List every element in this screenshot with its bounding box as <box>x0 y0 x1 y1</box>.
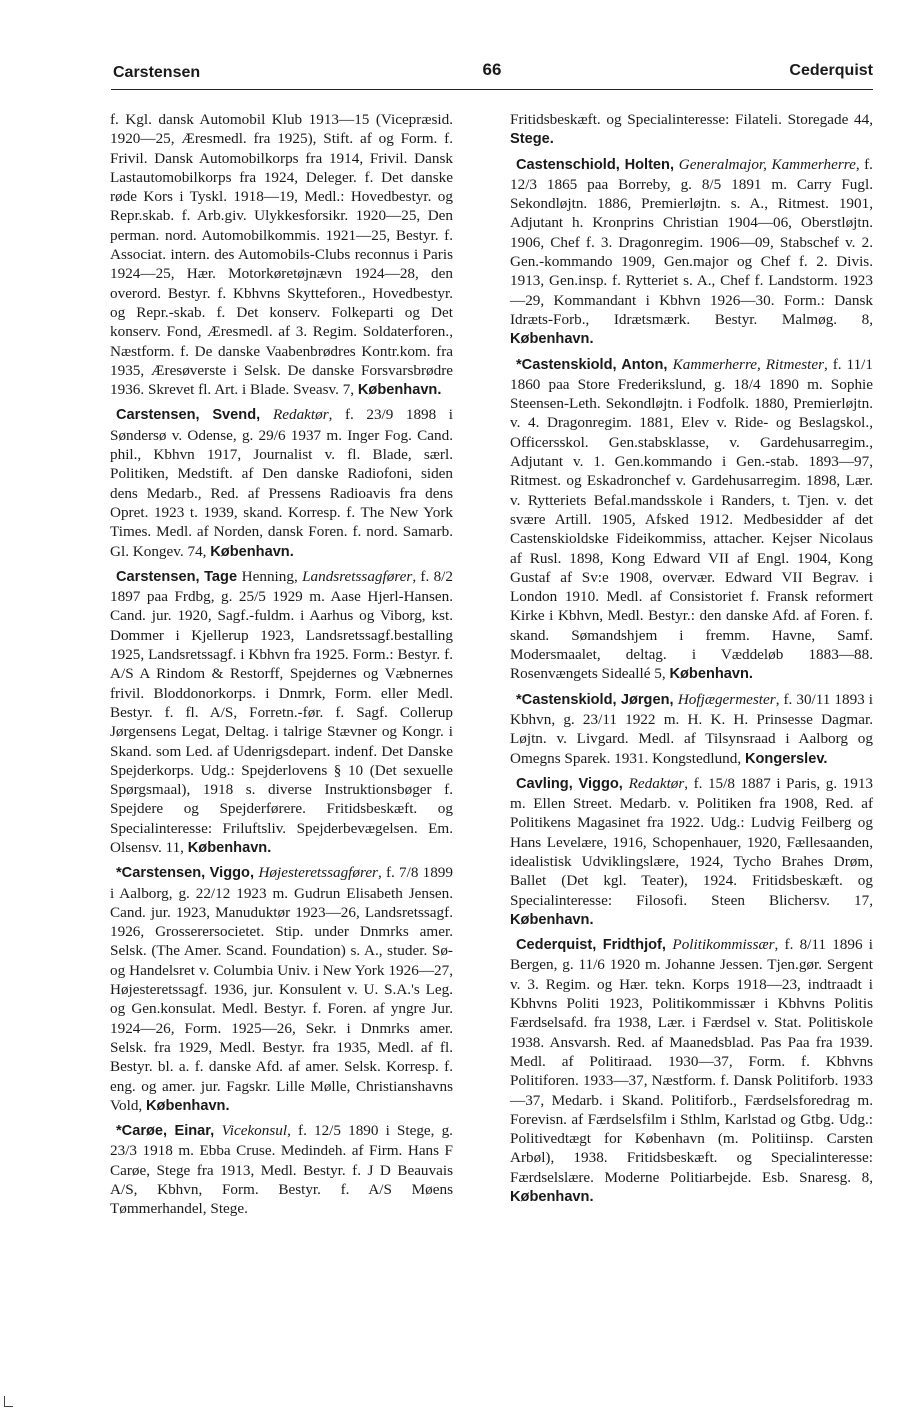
entry-text: , f. 23/9 1898 i Søndersø v. Odense, g. 29/6 1937 m. Inger Fog. Cand. phil., Kbhvn 1917, Journalist v. fl. Blade, særl. Politiken, Medstift. af Den danske Radiofoni, siden dens Medarb., Red. af Pressens Radioavis fra dens Opret. 1923 t. 1939, skand. Korresp. f. The New York Times. Medl. af Norden, dansk Foren. f. nord. Samarb. Gl. Kongev. 74, <box>110 406 453 560</box>
right-column <box>510 110 873 1212</box>
entry-city: Kongerslev. <box>744 750 828 767</box>
biography-entry <box>510 355 873 685</box>
page-number: 66 <box>482 60 502 79</box>
entry-occupation: Hofjægermester <box>677 690 776 708</box>
entry-name: *Carøe, Einar, <box>116 1123 222 1140</box>
entry-name: Cavling, Viggo, <box>516 775 629 792</box>
entry-name: Carstensen, Svend, <box>116 407 273 424</box>
biography-entry <box>510 690 873 769</box>
biography-entry <box>510 935 873 1207</box>
header-first-entry: Carstensen <box>113 64 201 81</box>
entry-occupation: Landsretssagfører <box>302 567 413 585</box>
entry-city: København. <box>669 666 753 683</box>
entry-occupation: Kammerherre, Ritmester <box>672 355 824 373</box>
entry-city: København. <box>210 543 294 560</box>
entry-name: *Castenskiold, Anton, <box>516 356 673 373</box>
entry-continuation <box>510 110 873 150</box>
entry-text: , f. 30/11 1893 i Kbhvn, g. 23/11 1922 m. H. K. H. Prinsesse Dagmar. Løjtn. v. Livgard. Medl. af Tilsynsraad i Aalborg og Omegns Sparek. 1931. Kongstedlund, <box>510 690 873 767</box>
entry-occupation: Politikommissær <box>672 936 775 954</box>
biography-entry <box>110 1121 453 1218</box>
entry-city: København. <box>510 911 594 928</box>
biography-entry <box>510 155 873 350</box>
entry-city: Stege. <box>510 131 554 148</box>
entry-name: Castenschiold, Holten, <box>516 156 679 173</box>
left-column <box>110 110 453 1224</box>
entry-city: København. <box>187 839 272 856</box>
entry-text: , f. 7/8 1899 i Aalborg, g. 22/12 1923 m. Gudrun Elisabeth Jensen. Cand. jur. 1923, Manuduktør 1923—26, Landsretssagf. 1926, Grosserersocietet. Stip. under Dnmrks amer. Selsk. (The Amer. Scand. Foundation) s. A., studer. Sø- og Handelsret v. Columbia Univ. i New York 1926—27, Højesteretssagf. 1936, jur. Konsulent v. U. S.A.'s Leg. og Gen.konsulat. Medl. Bestyr. f. Foren. af yngre Jur. 1924—26, Form. 1925—26, Sekr. i Dnmrks amer. Selsk. fra 1929, Medl. Bestyr. fra 1935, Medl. af fl. Bestyr. bl. a. f. danske Afd. af amer. Selsk. Korresp. f. eng. og amer. jur. Fagskr. Lille Mølle, Christianshavns Vold, <box>110 864 453 1114</box>
entry-text: Henning, <box>241 567 303 585</box>
entry-occupation: Vicekonsul <box>221 1122 288 1140</box>
entry-text: Fritidsbeskæft. og Specialinteresse: Filateli. Storegade 44, <box>510 111 873 128</box>
entry-name: Cederquist, Fridthjof, <box>516 937 673 954</box>
entry-occupation: Redaktør <box>272 406 329 424</box>
scan-corner-mark <box>4 1396 13 1407</box>
biography-entry <box>110 863 453 1116</box>
entry-name: Carstensen, Tage <box>116 568 242 585</box>
entry-text: , f. 15/8 1887 i Paris, g. 1913 m. Ellen Street. Medarb. v. Politiken fra 1908, Red. af Politikens Magasinet fra 1922. Udg.: Ludvig Feilberg og Hans Levelære, 1916, Schopenhauer, 1920, Fællesaanden, idealistisk Udviklingslære, 1924, Tycho Brahes Drøm, Ballet (Det kgl. Teater), 1924. Fritidsbeskæft. og Specialinteresse: Filosofi. Steen Blichersv. 17, <box>510 774 874 909</box>
entry-city: København. <box>510 1189 594 1206</box>
entry-occupation: Generalmajor, Kammerherre <box>678 155 856 173</box>
entry-city: København. <box>357 382 442 399</box>
entry-name: *Carstensen, Viggo, <box>116 865 259 882</box>
header-rule <box>111 89 873 90</box>
entry-text: , f. 8/2 1897 paa Frdbg, g. 25/5 1929 m. Aase Hjerl-Hansen. Cand. jur. 1920, Sagf.-fuldm. i Aarhus og Viborg, kst. Dommer i Kjellerup 1923, Landsretssagf.bestalling 1925, Landsretssagf. i Kbhvn fra 1925. Form.: Bestyr. f. A/S A Rindom & Restorff, Spejdernes og Væbnernes frivil. Bloddonorkorps. i Dnmrk, Form. eller Medl. Bestyr. f. fl. A/S, Forretn.-før. f. Sagf. Collerup Jørgensens Legat, Deltag. i talrige Stævner og Kongr. i Skand. som Led. af Udenrigsdepart. indenf. Det Danske Spejderkorps. Udg.: Spejderlovens § 10 (Det sexuelle Spørgsmaal), 1918 s. diverse Instruktionsbøger f. Spejdere og Spejderførere. Fritidsbeskæft. og Specialinteresse: Friluftsliv. Spejderbevægelsen. Em. Olsensv. 11, <box>110 567 453 856</box>
biography-entry <box>510 774 873 930</box>
entry-name: *Castenskiold, Jørgen, <box>516 691 678 708</box>
entry-text: , f. 12/5 1890 i Stege, g. 23/3 1918 m. Ebba Cruse. Medindeh. af Firm. Hans F Carøe, Stege fra 1913, Medl. Bestyr. f. J D Beauvais A/S, Kbhvn, Form. Bestyr. f. A/S Møens Tømmerhandel, Stege. <box>110 1122 453 1218</box>
running-header <box>111 60 873 84</box>
entry-text: , f. 11/1 1860 paa Store Frederikslund, g. 18/4 1890 m. Sophie Steensen-Leth. Sekondløjtn. i Fodfolk. 1880, Premierløjtn. v. 4. Dragonregim. 1881, Elev v. Ride- og Beslagskol., Officersskol. Gen.stabsklasse, v. Gardehusarregim., Adjutant v. 1. Gen.kommando i Gen.-stab. 1893—97, Ritmest. og Eskadronchef v. Gardehusarregim. 1898, Lær. v. Rytteriets Befal.mandsskole i Randers, t. Tjen. v. det svære Artill. 1905, Afsked 1912. Medbesidder af det Castenskioldske Fideikommiss, attacher. Kejser Nicolaus af Rusl. 1898, Kong Edward VII af Engl. 1904, Kong Gustaf af Sv:e 1908, overvær. Edward VII Begrav. i London 1910. Medl. af Consistoriet f. Fransk reformert Kirke i Kbhvn, Medl. Bestyr.: den danske Afd. af Foren. f. skand. Sømandshjem i fremm. Havne, Samf. Modersmaalet, deltag. i Væddeløb 1883—88. Rosenvængets Sideallé 5, <box>510 355 873 683</box>
entry-occupation: Redaktør <box>628 774 685 792</box>
entry-city: København. <box>146 1097 230 1114</box>
entry-text: , f. 8/11 1896 i Bergen, g. 11/6 1920 m. Johanne Jessen. Tjen.gør. Sergent v. 3. Regim. og Hær. tekn. Korps 1918—23, indtraadt i Kbhvns Politi 1923, Politikommissær i Kbhvns Politis Færdselsafd. fra 1938, Lær. i Færdsel v. Stat. Politiskole 1938. Ansvarsh. Red. af Maanedsblad. Pas Paa fra 1939. Medl. af Politiraad. 1930—37, Form. f. Kbhvns Politiforen. 1933—37, Næstform. f. Dansk Politiforb. 1933—37, Medarb. i Skand. Politiforb., Færdselsforedrag m. Forevisn. af Færdselsfilm i Sthlm, Karlstad og Gtbg. Udg.: Politivedtægt for København (m. Politiinsp. Carsten Arbøl), 1938. Fritidsbeskæft. og Specialinteresse: Færdselslære. Moderne Politiarbejde. Esb. Snaresg. 8, <box>510 936 873 1186</box>
entry-occupation: Højesteretssagfører <box>258 864 378 882</box>
entry-text: f. Kgl. dansk Automobil Klub 1913—15 (Vicepræsid. 1920—25, Æresmedl. fra 1925), Stift. af og Form. f. Frivil. Dansk Automobilkorps fra 1914, Frivil. Dansk Lastautomobilkorps fra 1924, Deleger. f. Det danske røde Kors i Tyskl. 1918—19, Medl.: Hovedbestyr. og Repr.skab. f. Arb.giv. Ulykkesforsikr. 1920—25, Den perman. nord. Automobilkommis. 1921—25, Bestyr. f. Associat. intern. des Automobils-Clubs reconnus i Paris 1924—25, Hær. Motorkøretøjnævn 1924—28, den overord. Bestyr. f. Kbhvns Skytteforen., Hovedbestyr. og Repr.-skab. f. Det konserv. Folkeparti og Det konserv. Fond, Æresmedl. af 3. Regim. Soldaterforen., Næstform. f. De danske Vaabenbrødres Kontr.kom. fra 1935, Æresøverste i Selsk. De danske Forsvarsbrødre 1936. Skrevet fl. Art. i Blade. Sveasv. 7, <box>110 111 453 399</box>
header-last-entry: Cederquist <box>789 62 873 79</box>
biography-entry <box>110 405 453 561</box>
entry-text: , f. 12/3 1865 paa Borreby, g. 8/5 1891 m. Carry Fugl. Sekondløjtn. 1886, Premierløjtn. s. A., Ritmest. 1901, Adjutant h. Kronprins Christian 1904—06, Oberstløjtn. 1906, Chef f. 3. Dragonregim. 1906—09, Stabschef v. 2. Gen.-kommando 1909, Gen.major og Chef f. 2. Divis. 1913, Gen.insp. f. Rytteriet s. A., Chef f. Landstorm. 1923—29, Kommandant i Kbhvn 1926—30. Form.: Dansk Idræts-Forb., Idrætsmærk. Bestyr. Malmøg. 8, <box>510 155 873 328</box>
entry-city: København. <box>510 331 594 348</box>
biography-entry <box>110 567 453 858</box>
entry-continuation <box>110 110 453 400</box>
